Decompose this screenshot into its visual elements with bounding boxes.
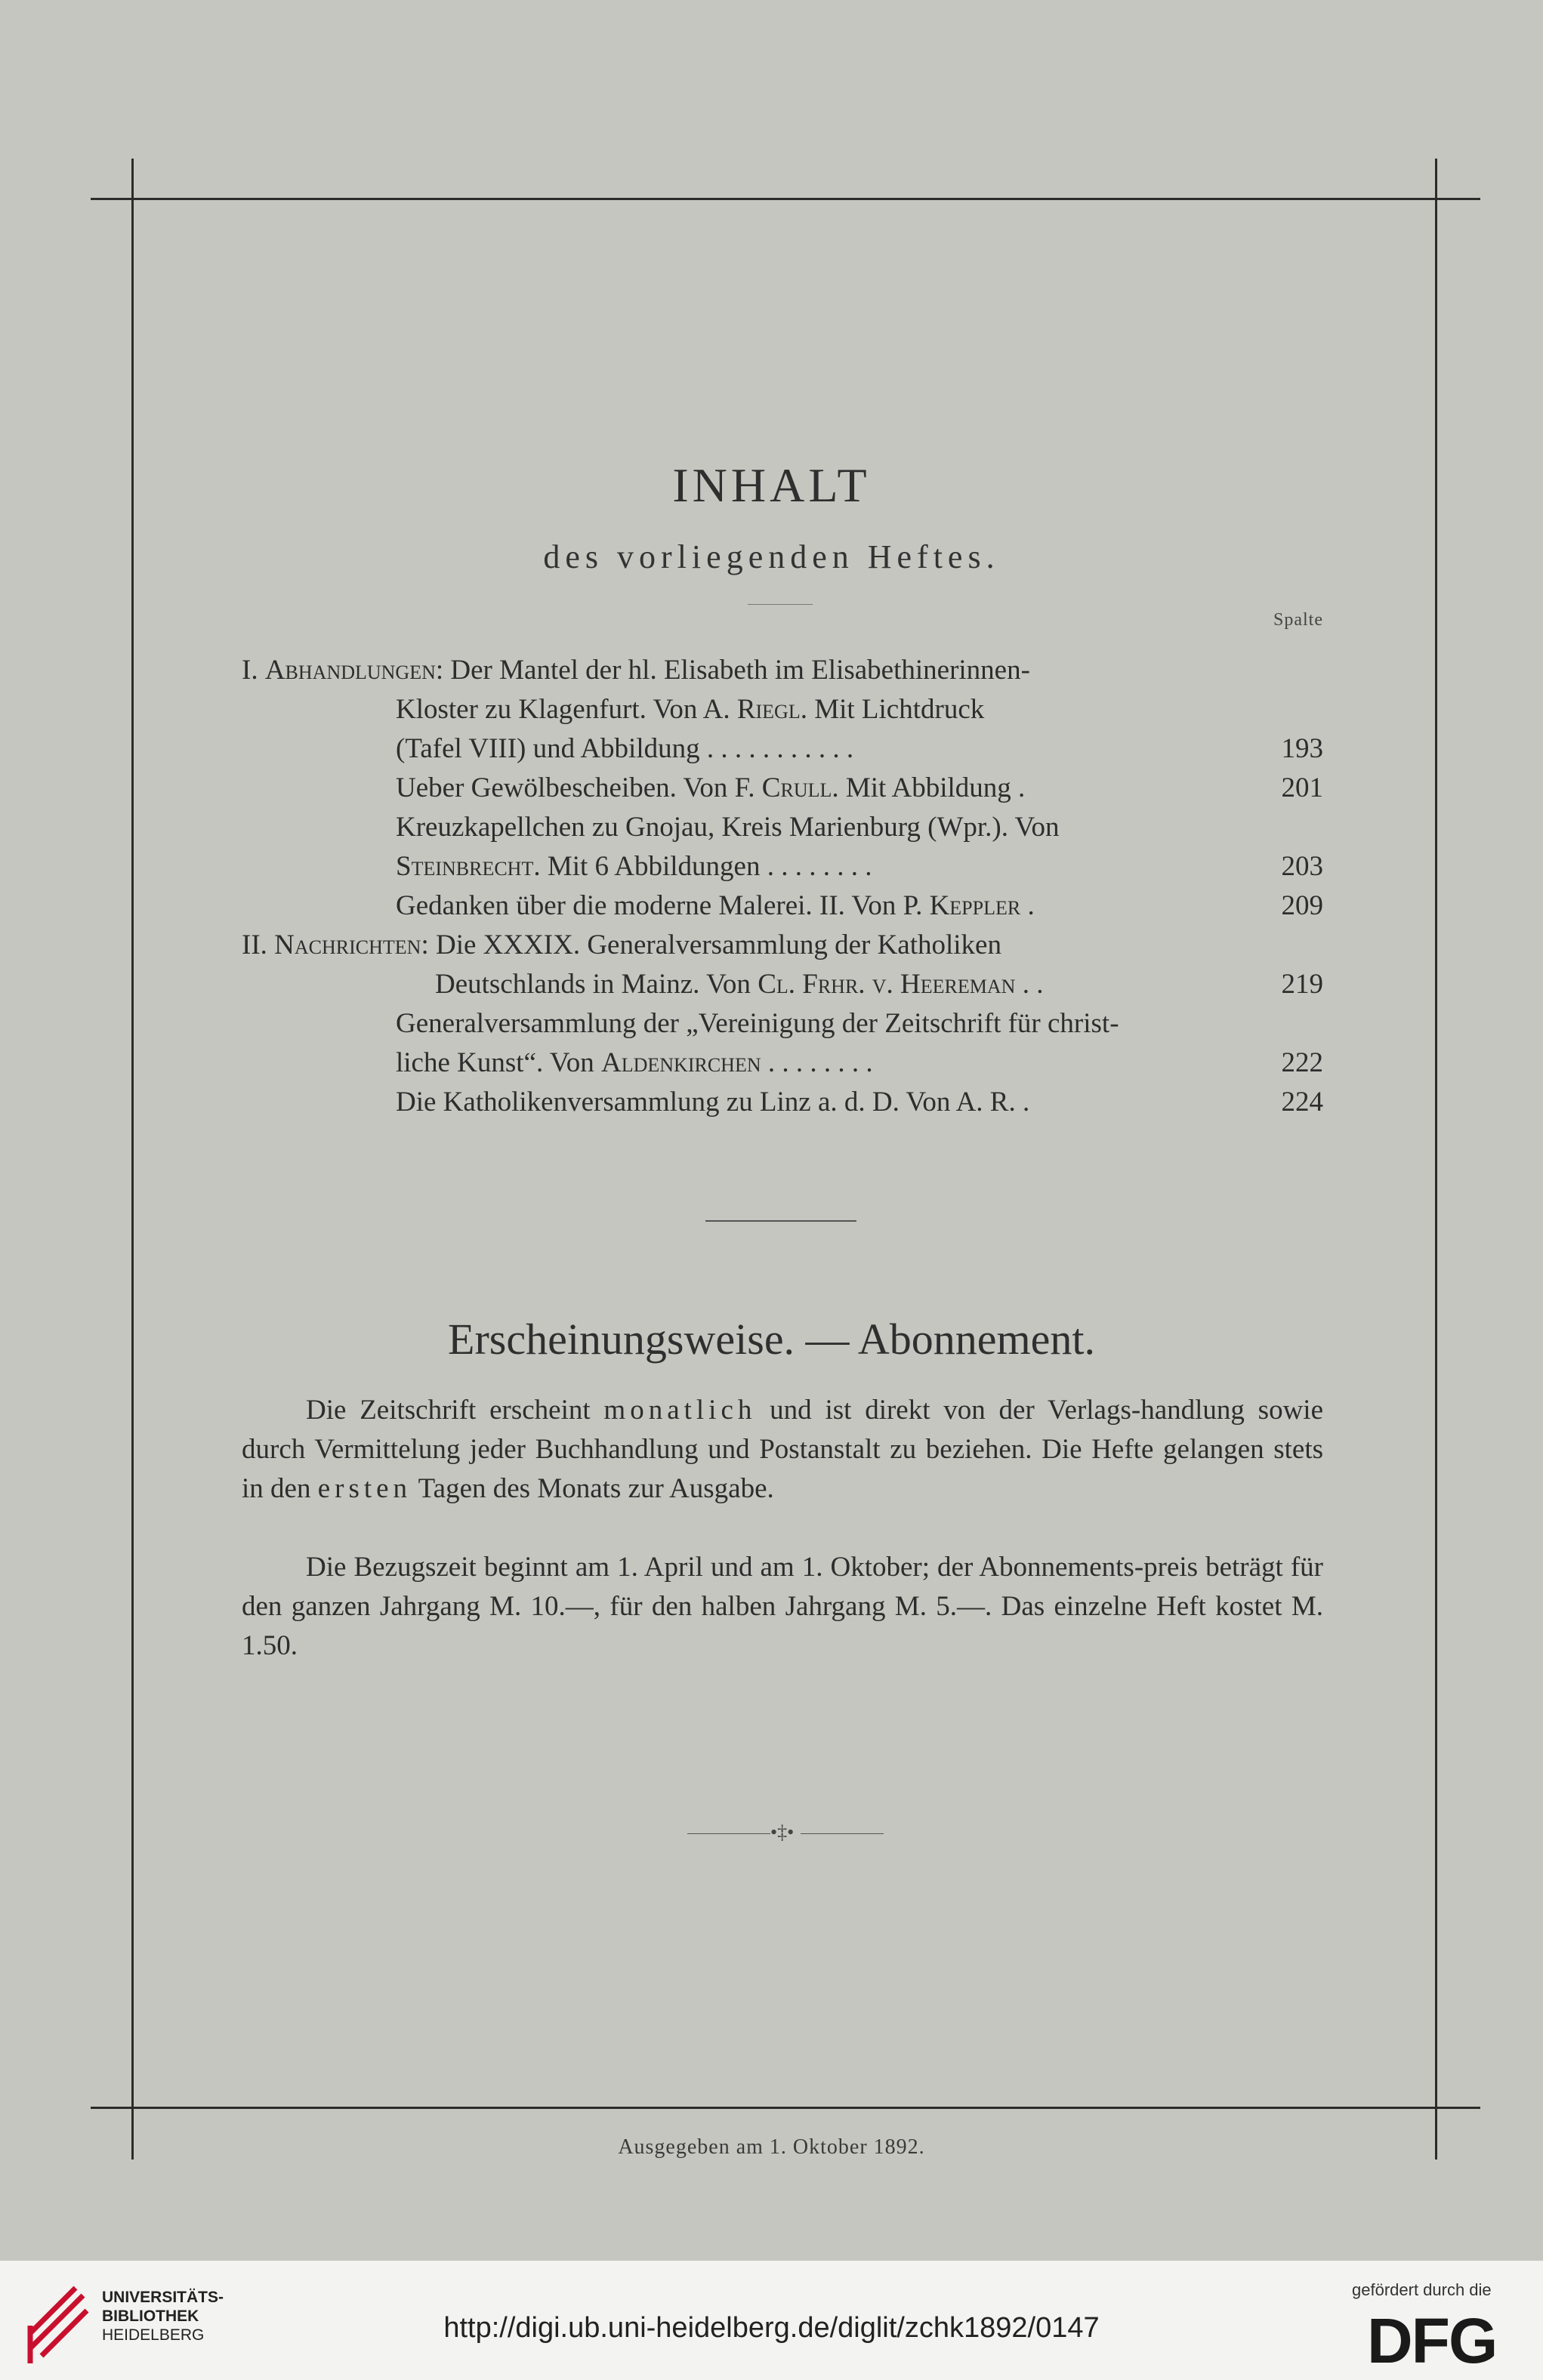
toc-entry-text [396, 690, 984, 729]
source-url-link[interactable]: http://digi.ub.uni-heidelberg.de/diglit/zchk1892/0147 [443, 2312, 1100, 2344]
toc-entry-prefix: Generalversammlung der „Vereinigung der Zeitschrift für christ- [396, 1008, 1119, 1039]
toc-entry-text [396, 1004, 1119, 1044]
p1-emphasis-monatlich: monatlich [603, 1395, 757, 1426]
library-line-2: BIBLIOTHEK [102, 2308, 199, 2325]
toc-line [242, 926, 1323, 965]
toc-entry-suffix: . . [1015, 969, 1044, 1000]
toc-entry-prefix: Kloster zu Klagenfurt. Von A. [396, 694, 737, 725]
p1-part-a: Die Zeitschrift erscheint [306, 1395, 604, 1426]
toc-entry-author: Abhandlungen [264, 655, 436, 686]
toc-line [396, 847, 1323, 886]
toc-line [242, 651, 1323, 690]
top-rule [91, 198, 1480, 200]
toc-entry-prefix: II. [242, 929, 275, 960]
toc-line [435, 965, 1323, 1004]
toc-entry-text [396, 808, 1060, 847]
toc-entry-suffix: . Mit 6 Abbildungen . . . . . . . . [533, 851, 872, 882]
column-label: Spalte [1273, 610, 1323, 630]
toc-entry-text [242, 651, 1030, 690]
toc-entry-suffix: . Mit Abbildung . [832, 772, 1026, 803]
toc-line [396, 1044, 1323, 1083]
toc-entry-suffix: : Der Mantel der hl. Elisabeth im Elisabethinerinnen- [435, 655, 1030, 686]
dfg-logo: DFG [1367, 2305, 1497, 2376]
toc-entry-prefix: Deutschlands in Mainz. Von [435, 969, 758, 1000]
toc-entry-text [396, 847, 872, 886]
subscription-title: Erscheinungsweise. — Abonnement. [448, 1315, 1095, 1364]
funder-caption: gefördert durch die [1352, 2280, 1492, 2299]
section-divider [705, 1220, 856, 1222]
toc-page-number: 224 [1281, 1087, 1323, 1118]
issue-date: Ausgegeben am 1. Oktober 1892. [618, 2135, 925, 2159]
library-line-3: HEIDELBERG [102, 2326, 205, 2344]
toc-entry-suffix: : Die XXXIX. Generalversammlung der Katholiken [421, 929, 1001, 960]
toc-line [396, 690, 1323, 729]
toc-entry-text [435, 965, 1043, 1004]
toc-entry-prefix: Gedanken über die moderne Malerei. II. Von P. [396, 890, 930, 921]
toc-subtitle: des vorliegenden Heftes. [543, 538, 1000, 575]
toc-entry-author: Riegl [736, 694, 801, 725]
toc-title: INHALT [672, 458, 871, 512]
toc-entry-author: Keppler [929, 890, 1021, 921]
toc-entry-prefix: Die Katholikenversammlung zu Linz a. d. D. Von A. R. . [396, 1087, 1030, 1118]
toc-page-number: 209 [1281, 890, 1323, 921]
ornament-center: •‡• [770, 1821, 795, 1843]
toc-entry-text [242, 926, 1001, 965]
toc-entry-author: Steinbrecht [396, 851, 534, 882]
toc-page-number: 219 [1281, 969, 1323, 1000]
toc-entry-suffix: . . . . . . . . [761, 1047, 873, 1078]
toc-page-number: 222 [1281, 1047, 1323, 1078]
toc-entry-text [396, 769, 1025, 808]
toc-entry-prefix: Ueber Gewölbescheiben. Von F. [396, 772, 762, 803]
toc-entry-suffix: . [1020, 890, 1035, 921]
p1-part-c: Tagen des Monats zur Ausgabe. [412, 1473, 774, 1504]
toc-line [396, 1083, 1323, 1122]
toc-entry-prefix: (Tafel VIII) und Abbildung . . . . . . . . . . . [396, 733, 854, 764]
p1-emphasis-ersten: ersten [317, 1473, 412, 1504]
toc-line [396, 808, 1323, 847]
toc-entry-prefix: liche Kunst“. Von [396, 1047, 602, 1078]
toc-line [396, 886, 1323, 926]
toc-page-number: 201 [1281, 772, 1323, 803]
p1-part-b: und ist direkt von der Verlags-handlung sowie durch Vermittelung jeder Buchhandlung und Postanstalt zu beziehen. Die Hefte gelangen stets in den [242, 1395, 1323, 1504]
toc-entry-author: Aldenkirchen [601, 1047, 761, 1078]
toc-line [396, 729, 1323, 769]
toc-page-number: 193 [1281, 733, 1323, 764]
toc-entry-text [396, 1083, 1029, 1122]
bottom-rule [91, 2107, 1480, 2109]
toc-entry-author: Cl. Frhr. v. Heereman [758, 969, 1016, 1000]
library-line-1: UNIVERSITÄTS- [102, 2289, 224, 2306]
toc-entry-prefix: Kreuzkapellchen zu Gnojau, Kreis Marienburg (Wpr.). Von [396, 812, 1060, 843]
toc-entry-suffix: . Mit Lichtdruck [800, 694, 985, 725]
subscription-paragraph-2: Die Bezugszeit beginnt am 1. April und am 1. Oktober; der Abonnements-preis beträgt für den ganzen Jahrgang M. 10.—, für den halben Jahrgang M. 5.—. Das einzelne Heft kostet M. 1.50. [242, 1552, 1323, 1661]
subscription-paragraph-1 [242, 1391, 1323, 1509]
title-divider [748, 604, 813, 605]
toc-entry-author: Nachrichten [274, 929, 421, 960]
toc-line [396, 1004, 1323, 1044]
toc-entry-author: Crull [761, 772, 832, 803]
toc-entry-text [396, 729, 853, 769]
toc-entry-prefix: I. [242, 655, 265, 686]
ornament-line-right [801, 1833, 884, 1834]
toc-page-number: 203 [1281, 851, 1323, 882]
ornament-line-left [687, 1833, 770, 1834]
toc-entry-text [396, 886, 1035, 926]
toc-line [396, 769, 1323, 808]
toc-entry-text [396, 1044, 873, 1083]
